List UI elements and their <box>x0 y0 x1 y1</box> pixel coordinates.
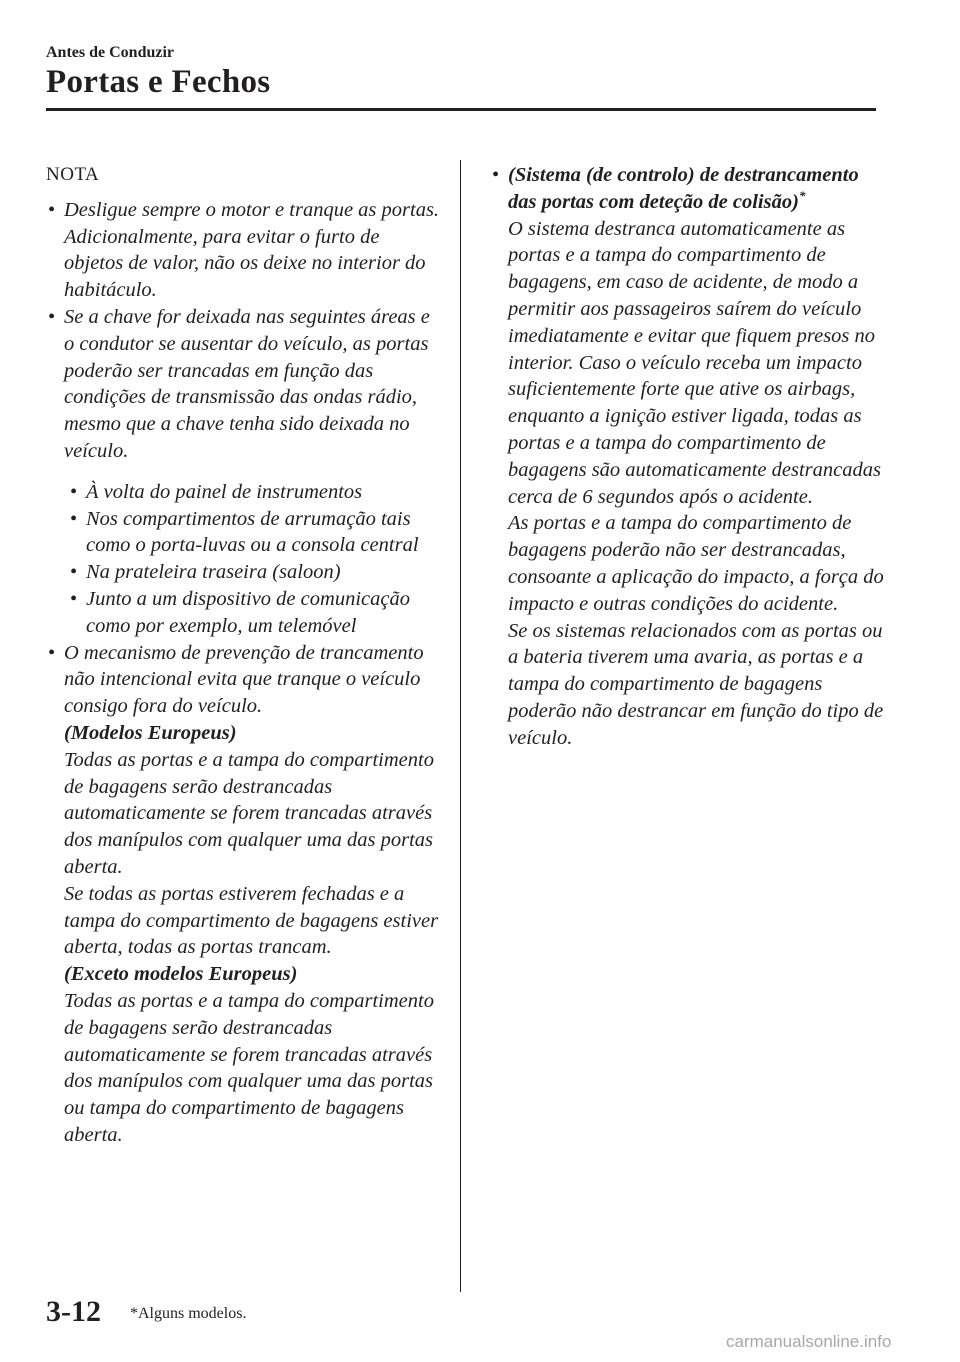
section-label: Antes de Conduzir <box>46 44 175 61</box>
note-bullet-text: Desligue sempre o motor e tranque as portas. Adicionalmente, para evitar o furto de objetos de valor, não os deixe no interior do habitáculo. <box>64 198 440 302</box>
footnote: *Alguns modelos. <box>130 1305 247 1322</box>
bullet-dot-icon: • <box>48 305 56 328</box>
left-column <box>46 162 441 1149</box>
european-models-text: Todas as portas e a tampa do compartimento de bagagens serão destrancadas automaticamente se forem trancadas através dos manípulos com qualquer uma das portas aberta. <box>64 748 434 878</box>
location-list <box>46 479 441 640</box>
non-european-models-text: Todas as portas e a tampa do compartimento de bagagens serão destrancadas automaticamente se forem trancadas através dos manípulos com qualquer uma das portas ou tampa do compartimento de bagagens aberta. <box>64 989 434 1146</box>
location-item <box>46 586 441 640</box>
collision-unlock-paragraph-2: As portas e a tampa do compartimento de bagagens poderão não ser destrancadas, consoante a aplicação do impacto, a força do impacto e outras condições do acidente. <box>508 512 884 615</box>
bullet-dot-icon: • <box>70 507 78 530</box>
collision-unlock-heading <box>508 162 885 216</box>
location-text: À volta do painel de instrumentos <box>86 480 363 503</box>
bullet-dot-icon: • <box>48 198 56 221</box>
right-column <box>490 162 885 752</box>
location-text: Nos compartimentos de arrumação tais como o porta-luvas ou a consola central <box>86 507 419 557</box>
european-models-heading: (Modelos Europeus) <box>64 721 237 744</box>
watermark: carmanualsonline.info <box>726 1332 892 1351</box>
note-bullet-item <box>46 197 441 304</box>
bullet-dot-icon: • <box>70 480 78 503</box>
note-title: NOTA <box>46 164 100 185</box>
collision-unlock-heading-text: (Sistema (de controlo) de destrancamento das portas com deteção de colisão) <box>508 164 859 213</box>
location-item <box>46 506 441 560</box>
mechanism-bullet-item <box>46 640 441 1149</box>
page-number: 3-12 <box>46 1295 101 1328</box>
header-rule <box>46 108 876 111</box>
location-text: Na prateleira traseira (saloon) <box>86 561 341 584</box>
footnote-marker: * <box>798 187 806 203</box>
column-divider <box>460 160 461 1292</box>
collision-unlock-paragraph-3: Se os sistemas relacionados com as portas ou a bateria tiverem uma avaria, as portas e a tampa do compartimento de bagagens poderão não destrancar em função do tipo de veículo. <box>508 619 884 749</box>
collision-unlock-paragraph: O sistema destranca automaticamente as portas e a tampa do compartimento de bagagens, em caso de acidente, de modo a permitir aos passageiros saírem do veículo imediatamente e evitar que fiquem presos no interior. Caso o veículo receba um impacto suficientemente forte que ative os airbags, enquanto a ignição estiver ligada, todas as portas e a tampa do compartimento de bagagens são automaticamente destrancadas cerca de 6 segundos após o acidente. <box>508 217 881 508</box>
non-european-models-heading: (Exceto modelos Europeus) <box>64 963 298 986</box>
european-models-text-2: Se todas as portas estiverem fechadas e a tampa do compartimento de bagagens estiver aberta, todas as portas trancam. <box>64 882 439 959</box>
collision-unlock-item <box>490 162 885 752</box>
bullet-dot-icon: • <box>48 641 56 664</box>
location-item <box>46 479 441 506</box>
note-bullet-item <box>46 304 441 465</box>
chapter-title: Portas e Fechos <box>46 64 271 100</box>
location-item <box>46 559 441 586</box>
location-text: Junto a um dispositivo de comunicação como por exemplo, um telemóvel <box>86 587 410 637</box>
bullet-dot-icon: • <box>70 561 78 584</box>
note-bullet-text: Se a chave for deixada nas seguintes áreas e o condutor se ausentar do veículo, as portas poderão ser trancadas em função das condições de transmissão das ondas rádio, mesmo que a chave tenha sido deixada no veículo. <box>64 305 430 462</box>
bullet-dot-icon: • <box>70 587 78 610</box>
mechanism-intro: O mecanismo de prevenção de trancamento não intencional evita que tranque o veículo consigo fora do veículo. <box>64 641 424 718</box>
bullet-dot-icon: • <box>492 164 500 186</box>
